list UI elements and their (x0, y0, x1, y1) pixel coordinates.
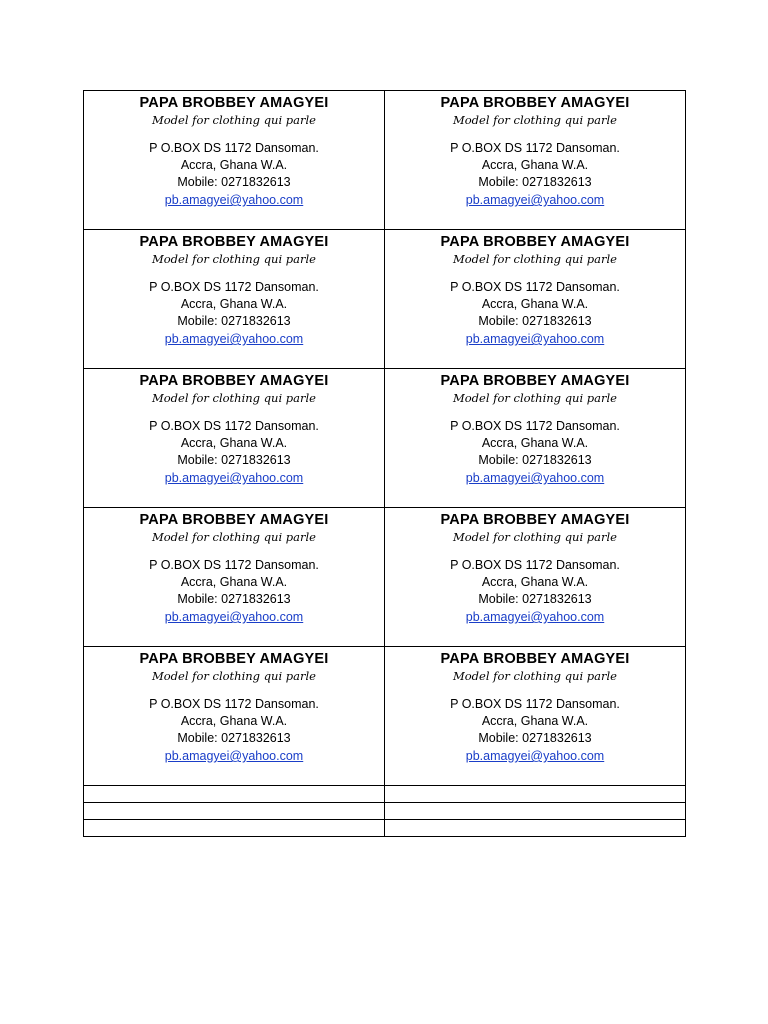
empty-row (84, 820, 686, 837)
business-card (385, 369, 686, 508)
card-address: P O.BOX DS 1172 Dansoman. (450, 141, 620, 155)
card-address: P O.BOX DS 1172 Dansoman. (450, 697, 620, 711)
card-row (84, 369, 686, 508)
business-card (84, 91, 385, 230)
card-mobile: Mobile: 0271832613 (478, 175, 592, 189)
card-address: P O.BOX DS 1172 Dansoman. (149, 697, 319, 711)
card-name: PAPA BROBBEY AMAGYEI (440, 234, 630, 250)
card-name: PAPA BROBBEY AMAGYEI (139, 651, 329, 667)
card-tagline: Model for clothing qui parle (151, 252, 316, 266)
empty-cell (84, 803, 385, 820)
card-email-link[interactable]: pb.amagyei@yahoo.com (164, 749, 304, 763)
card-tagline: Model for clothing qui parle (452, 530, 617, 544)
card-mobile: Mobile: 0271832613 (478, 592, 592, 606)
card-mobile: Mobile: 0271832613 (478, 314, 592, 328)
card-name: PAPA BROBBEY AMAGYEI (139, 373, 329, 389)
card-city: Accra, Ghana W.A. (481, 575, 589, 589)
card-city: Accra, Ghana W.A. (481, 158, 589, 172)
card-city: Accra, Ghana W.A. (180, 575, 288, 589)
empty-cell (385, 786, 686, 803)
card-city: Accra, Ghana W.A. (481, 436, 589, 450)
card-address: P O.BOX DS 1172 Dansoman. (450, 280, 620, 294)
card-name: PAPA BROBBEY AMAGYEI (440, 95, 630, 111)
card-tagline: Model for clothing qui parle (151, 669, 316, 683)
empty-cell (385, 803, 686, 820)
empty-cell (84, 786, 385, 803)
card-email-link[interactable]: pb.amagyei@yahoo.com (465, 749, 605, 763)
card-tagline: Model for clothing qui parle (151, 113, 316, 127)
card-row (84, 508, 686, 647)
empty-row (84, 786, 686, 803)
card-tagline: Model for clothing qui parle (151, 530, 316, 544)
business-card (385, 508, 686, 647)
card-email-link[interactable]: pb.amagyei@yahoo.com (465, 193, 605, 207)
card-name: PAPA BROBBEY AMAGYEI (440, 373, 630, 389)
card-address: P O.BOX DS 1172 Dansoman. (450, 419, 620, 433)
card-address: P O.BOX DS 1172 Dansoman. (450, 558, 620, 572)
business-card (385, 91, 686, 230)
empty-cell (385, 820, 686, 837)
card-mobile: Mobile: 0271832613 (177, 731, 291, 745)
card-tagline: Model for clothing qui parle (151, 391, 316, 405)
business-card (84, 230, 385, 369)
card-address: P O.BOX DS 1172 Dansoman. (149, 280, 319, 294)
card-name: PAPA BROBBEY AMAGYEI (139, 512, 329, 528)
card-name: PAPA BROBBEY AMAGYEI (440, 512, 630, 528)
card-city: Accra, Ghana W.A. (180, 158, 288, 172)
card-city: Accra, Ghana W.A. (180, 297, 288, 311)
business-card (385, 647, 686, 786)
card-address: P O.BOX DS 1172 Dansoman. (149, 558, 319, 572)
card-email-link[interactable]: pb.amagyei@yahoo.com (164, 332, 304, 346)
card-email-link[interactable]: pb.amagyei@yahoo.com (465, 332, 605, 346)
card-tagline: Model for clothing qui parle (452, 113, 617, 127)
business-card (84, 508, 385, 647)
empty-row (84, 803, 686, 820)
card-mobile: Mobile: 0271832613 (478, 453, 592, 467)
card-name: PAPA BROBBEY AMAGYEI (139, 95, 329, 111)
card-address: P O.BOX DS 1172 Dansoman. (149, 141, 319, 155)
card-city: Accra, Ghana W.A. (481, 714, 589, 728)
card-email-link[interactable]: pb.amagyei@yahoo.com (164, 471, 304, 485)
card-email-link[interactable]: pb.amagyei@yahoo.com (164, 610, 304, 624)
empty-cell (84, 820, 385, 837)
card-tagline: Model for clothing qui parle (452, 391, 617, 405)
card-row (84, 230, 686, 369)
business-card (84, 369, 385, 508)
card-address: P O.BOX DS 1172 Dansoman. (149, 419, 319, 433)
card-email-link[interactable]: pb.amagyei@yahoo.com (465, 471, 605, 485)
business-card (84, 647, 385, 786)
card-mobile: Mobile: 0271832613 (177, 314, 291, 328)
card-city: Accra, Ghana W.A. (481, 297, 589, 311)
card-mobile: Mobile: 0271832613 (478, 731, 592, 745)
card-city: Accra, Ghana W.A. (180, 714, 288, 728)
card-tagline: Model for clothing qui parle (452, 252, 617, 266)
card-row (84, 647, 686, 786)
card-name: PAPA BROBBEY AMAGYEI (139, 234, 329, 250)
card-tagline: Model for clothing qui parle (452, 669, 617, 683)
card-city: Accra, Ghana W.A. (180, 436, 288, 450)
business-card-sheet (83, 90, 686, 837)
card-email-link[interactable]: pb.amagyei@yahoo.com (164, 193, 304, 207)
card-name: PAPA BROBBEY AMAGYEI (440, 651, 630, 667)
card-mobile: Mobile: 0271832613 (177, 175, 291, 189)
card-email-link[interactable]: pb.amagyei@yahoo.com (465, 610, 605, 624)
business-card (385, 230, 686, 369)
card-mobile: Mobile: 0271832613 (177, 592, 291, 606)
card-mobile: Mobile: 0271832613 (177, 453, 291, 467)
card-row (84, 91, 686, 230)
